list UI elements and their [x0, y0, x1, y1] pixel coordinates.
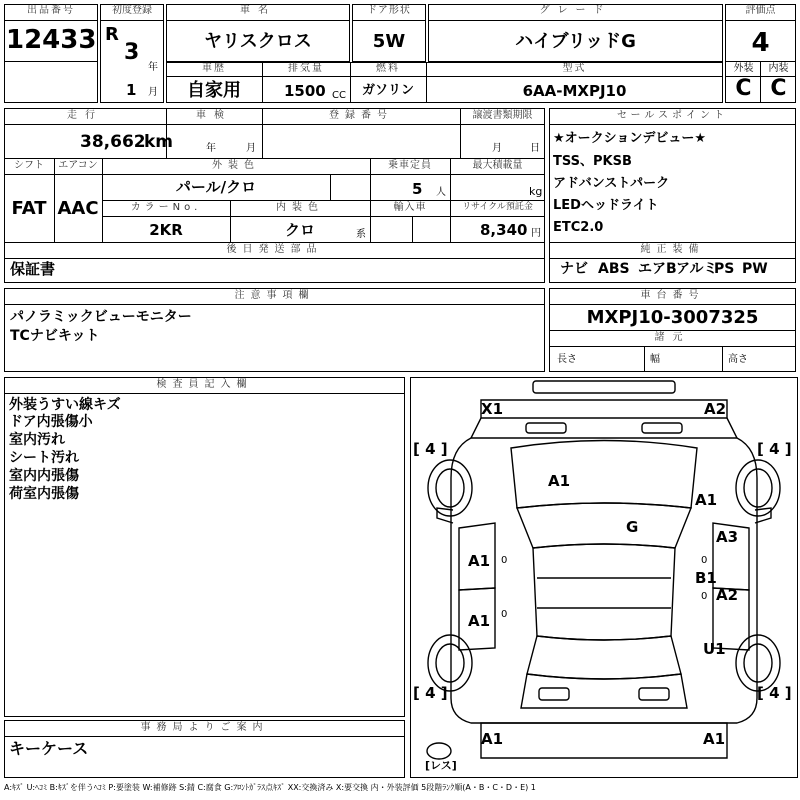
mark-a1-rear-door: A1 [468, 612, 491, 630]
mark-a1-bumper-left: A1 [481, 730, 504, 748]
sales-point: LEDヘッドライト [553, 198, 659, 213]
air-conditioner: AAC [57, 198, 99, 219]
equipment-item: PS [714, 261, 735, 277]
mark-a1-hood: A1 [548, 472, 571, 490]
car-outline [411, 378, 797, 777]
score-label: 評価点 [745, 5, 776, 16]
inspector-note: 荷室内張傷 [9, 486, 79, 502]
car-name: ヤリスクロス [204, 31, 312, 52]
note-item: パノラミックビューモニター [10, 309, 192, 325]
exterior-grade: C [735, 76, 752, 101]
inspector-note: 室内内張傷 [9, 468, 79, 484]
mark-b1: B1 [695, 569, 717, 587]
door-type: 5W [372, 31, 406, 52]
capacity: 5 [412, 180, 423, 198]
equipment-item: ナビ [560, 261, 588, 277]
car-name-label: 車名 [240, 5, 276, 16]
mark-g-windshield: G [626, 518, 639, 536]
mark-u1: U1 [703, 640, 726, 658]
sales-point: アドバンストパーク [553, 176, 670, 191]
inspector-note: シート汚れ [9, 450, 79, 466]
interior-color: クロ [284, 221, 315, 239]
color-number: 2KR [149, 221, 183, 239]
tire-rear-right: [ 4 ] [757, 684, 792, 702]
shift: FAT [11, 198, 47, 219]
car-damage-diagram: X1 A2 [ 4 ] [ 4 ] A1 A1 G A3 A1 0 0 B1 A2 A1 0 0 U1 [ 4 ] [ 4 ] A1 A1 [レス] [410, 377, 798, 778]
tire-front-right: [ 4 ] [757, 440, 792, 458]
inspector-note: ドア内張傷小 [9, 414, 93, 430]
mark-a3: A3 [716, 528, 739, 546]
mark-a1-front-door: A1 [468, 552, 491, 570]
displacement: 1500 [284, 82, 326, 100]
later-parts: 保証書 [10, 260, 56, 278]
mark-a2-rear-door: A2 [716, 586, 739, 604]
mark-a1-fender: A1 [695, 491, 718, 509]
grade-label: グレード [539, 5, 612, 16]
office-note: キーケース [9, 739, 89, 758]
door-label: ドア形状 [367, 5, 411, 16]
grade: ハイブリッドG [515, 31, 636, 52]
chassis-number: MXPJ10-3007325 [586, 307, 759, 328]
exterior-color: パール/クロ [175, 178, 257, 196]
era: R [105, 24, 119, 45]
mark-a1-bumper-right: A1 [703, 730, 726, 748]
equipment-item: エアB [638, 261, 677, 277]
mileage: 38,662 [80, 132, 146, 152]
tire-rear-left: [ 4 ] [413, 684, 448, 702]
spare-tire-less: [レス] [425, 759, 457, 772]
inspector-note: 室内汚れ [9, 432, 65, 448]
lot-label: 出品番号 [27, 5, 75, 16]
equipment-item: ABS [598, 261, 630, 277]
equipment-item: アルミ [676, 261, 718, 277]
interior-grade: C [770, 76, 787, 101]
note-item: TCナビキット [10, 328, 100, 344]
reg-year: 3 [124, 40, 140, 65]
legend: A:ｷｽﾞ U:ﾍｺﾐ B:ｷｽﾞを伴うﾍｺﾐ P:要塗装 W:補修跡 S:錆 C:腐食 G:ﾌﾛﾝﾄｶﾞﾗｽ点ｷｽﾞ XX:交換済み X:要交換 内・外装評価 5段階ﾗﾝｸ順(A・B・C・D・E) 1 [4, 783, 536, 792]
inspector-note: 外装うすい線キズ [9, 397, 121, 413]
sales-point: TSS、PKSB [553, 154, 632, 169]
score: 4 [751, 28, 770, 58]
equipment-item: PW [742, 261, 768, 277]
sales-point: ★オークションデビュー★ [553, 131, 707, 146]
car-history: 自家用 [187, 80, 241, 101]
mark-a2-front: A2 [704, 400, 727, 418]
first-reg-label: 初度登録 [112, 5, 152, 16]
recycle-fee: 8,340 [480, 221, 528, 239]
model-code: 6AA-MXPJ10 [522, 82, 627, 100]
lot-number: 12433 [6, 25, 97, 55]
reg-month: 1 [126, 81, 137, 99]
mark-x1: X1 [481, 400, 504, 418]
sales-point: ETC2.0 [553, 220, 604, 235]
tire-front-left: [ 4 ] [413, 440, 448, 458]
fuel: ガソリン [361, 83, 414, 98]
